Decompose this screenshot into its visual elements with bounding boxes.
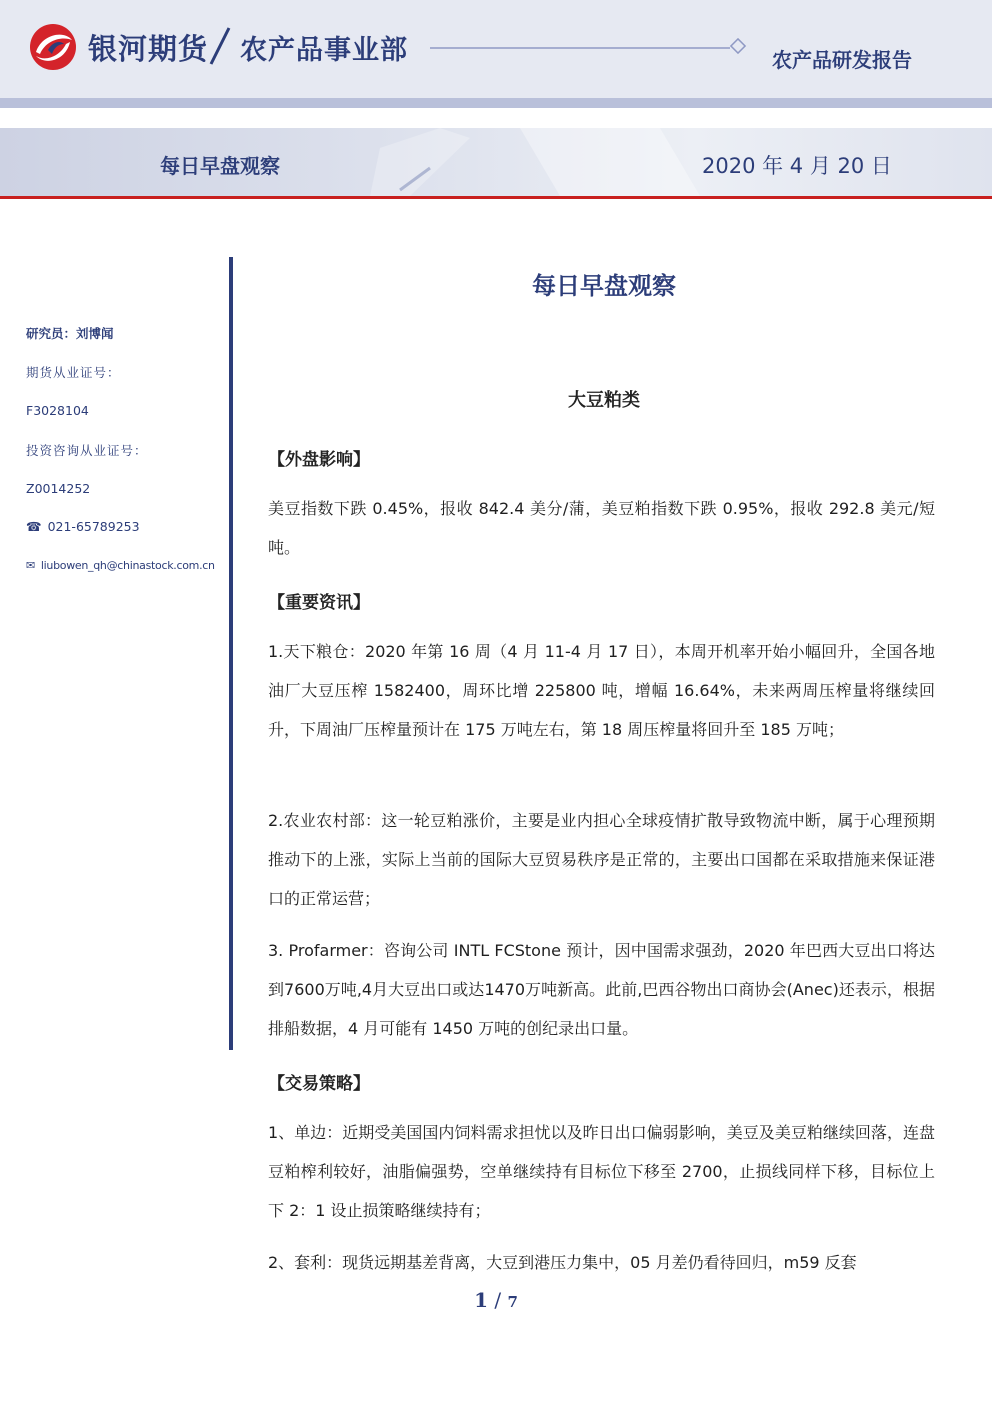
header-gap bbox=[0, 108, 992, 128]
sidebar-divider bbox=[229, 257, 233, 1050]
email-address[interactable]: liubowen_qh@chinastock.com.cn bbox=[40, 559, 215, 572]
phone-line bbox=[26, 519, 140, 534]
external-paragraph: 美豆指数下跌 0.45%，报收 842.4 美分/蒲，美豆粕指数下跌 0.95%，报收 292.8 美元/短吨。 bbox=[268, 499, 935, 557]
main-title: 每日早盘观察 bbox=[532, 272, 676, 300]
header-stripe bbox=[0, 98, 992, 108]
strategy-heading: 【交易策略】 bbox=[268, 1074, 370, 1094]
external-heading: 【外盘影响】 bbox=[268, 450, 370, 470]
galaxy-logo-icon bbox=[28, 22, 78, 72]
news-item: 3. Profarmer：咨询公司 INTL FCStone 预计，因中国需求强劲，2020 年巴西大豆出口将达到7600万吨,4月大豆出口或达1470万吨新高。此前,巴西谷物出口商协会(Anec)还表示，根据排船数据，4 月可能有 1450 万吨的创纪录出口量。 bbox=[268, 941, 935, 1038]
page-separator: / bbox=[494, 1288, 502, 1312]
email-line bbox=[26, 559, 215, 572]
page-current: 1 bbox=[474, 1288, 488, 1312]
news-item: 1.天下粮仓：2020 年第 16 周（4 月 11-4 月 17 日），本周开机率开始小幅回升，全国各地油厂大豆压榨 1582400，周环比增 225800 吨，增幅 16.64%，未来两周压榨量将继续回升，下周油厂压榨量预计在 175 万吨左右，第 18 周压榨量将回升至 185 万吨； bbox=[268, 642, 935, 739]
news-item: 2.农业农村部：这一轮豆粕涨价，主要是业内担心全球疫情扩散导致物流中断，属于心理预期推动下的上涨，实际上当前的国际大豆贸易秩序是正常的，主要出口国都在采取措施来保证港口的正常运营； bbox=[268, 811, 935, 908]
phone-icon: ☎ bbox=[26, 519, 42, 534]
brand-name: 银河期货 bbox=[88, 32, 209, 66]
invest-cert-label: 投资咨询从业证号： bbox=[26, 443, 148, 458]
banner-title: 每日早盘观察 bbox=[160, 154, 280, 178]
division-name: 农产品事业部 bbox=[240, 35, 408, 66]
red-divider bbox=[0, 196, 992, 199]
report-header bbox=[0, 0, 992, 98]
section-title: 大豆粕类 bbox=[568, 390, 640, 411]
researcher-name: 研究员：刘博闻 bbox=[26, 326, 114, 341]
phone-number: 021-65789253 bbox=[47, 519, 140, 534]
futures-cert-label: 期货从业证号： bbox=[26, 365, 121, 380]
header-decor-line bbox=[430, 38, 760, 58]
page-total: 7 bbox=[507, 1293, 518, 1311]
slash-divider-icon bbox=[205, 24, 233, 68]
news-heading: 【重要资讯】 bbox=[268, 593, 370, 613]
page-number bbox=[0, 1288, 992, 1312]
invest-cert-number: Z0014252 bbox=[26, 481, 91, 496]
banner-date: 2020 年 4 月 20 日 bbox=[702, 154, 892, 178]
strategy-item: 2、套利：现货远期基差背离，大豆到港压力集中，05 月差仍看待回归，m59 反套 bbox=[268, 1253, 857, 1272]
strategy-item: 1、单边：近期受美国国内饲料需求担忧以及昨日出口偏弱影响，美豆及美豆粕继续回落，连盘豆粕榨利较好，油脂偏强势，空单继续持有目标位下移至 2700，止损线同样下移，目标位上下 2：1 设止损策略继续持有； bbox=[268, 1123, 935, 1220]
futures-cert-number: F3028104 bbox=[26, 403, 89, 418]
mail-icon: ✉ bbox=[26, 559, 35, 572]
report-type: 农产品研发报告 bbox=[772, 48, 912, 72]
